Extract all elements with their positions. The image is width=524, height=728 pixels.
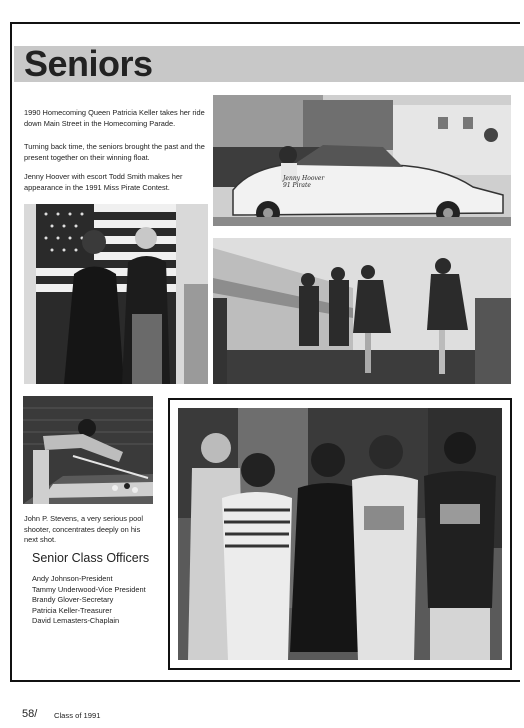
caption-homecoming: 1990 Homecoming Queen Patricia Keller takes her ride down Main Street in the Homecoming Parade. xyxy=(24,108,205,128)
car-sign: Jenny Hoover 91 Pirate xyxy=(283,175,325,189)
photo-pool-player xyxy=(23,396,153,504)
officer-item: David Lemasters-Chaplain xyxy=(32,616,120,626)
footer-label: Class of 1991 xyxy=(54,711,101,720)
photo-miss-pirate xyxy=(24,204,208,384)
photo-homecoming-parade xyxy=(213,95,511,226)
caption-float: Turning back time, the seniors brought the past and the present together on their winning float. xyxy=(24,142,205,162)
officer-item: Tammy Underwood-Vice President xyxy=(32,584,146,594)
officers-heading: Senior Class Officers xyxy=(32,551,150,565)
officer-item: Brandy Glover-Secretary xyxy=(32,595,114,605)
officer-item: Andy Johnson-President xyxy=(32,574,113,583)
page-number: 58/ xyxy=(22,708,38,720)
caption-pool: John P. Stevens, a very serious pool shooter, concentrates deeply on his next shot. xyxy=(24,514,144,544)
officer-item: Patricia Keller-Treasurer xyxy=(32,605,112,615)
photo-senior-officers xyxy=(178,408,502,660)
photo-winning-float xyxy=(213,238,511,384)
caption-pirate: Jenny Hoover with escort Todd Smith makes her appearance in the 1991 Miss Pirate Contest. xyxy=(24,172,183,192)
officers-list xyxy=(32,574,146,627)
section-title: Seniors xyxy=(24,43,153,84)
